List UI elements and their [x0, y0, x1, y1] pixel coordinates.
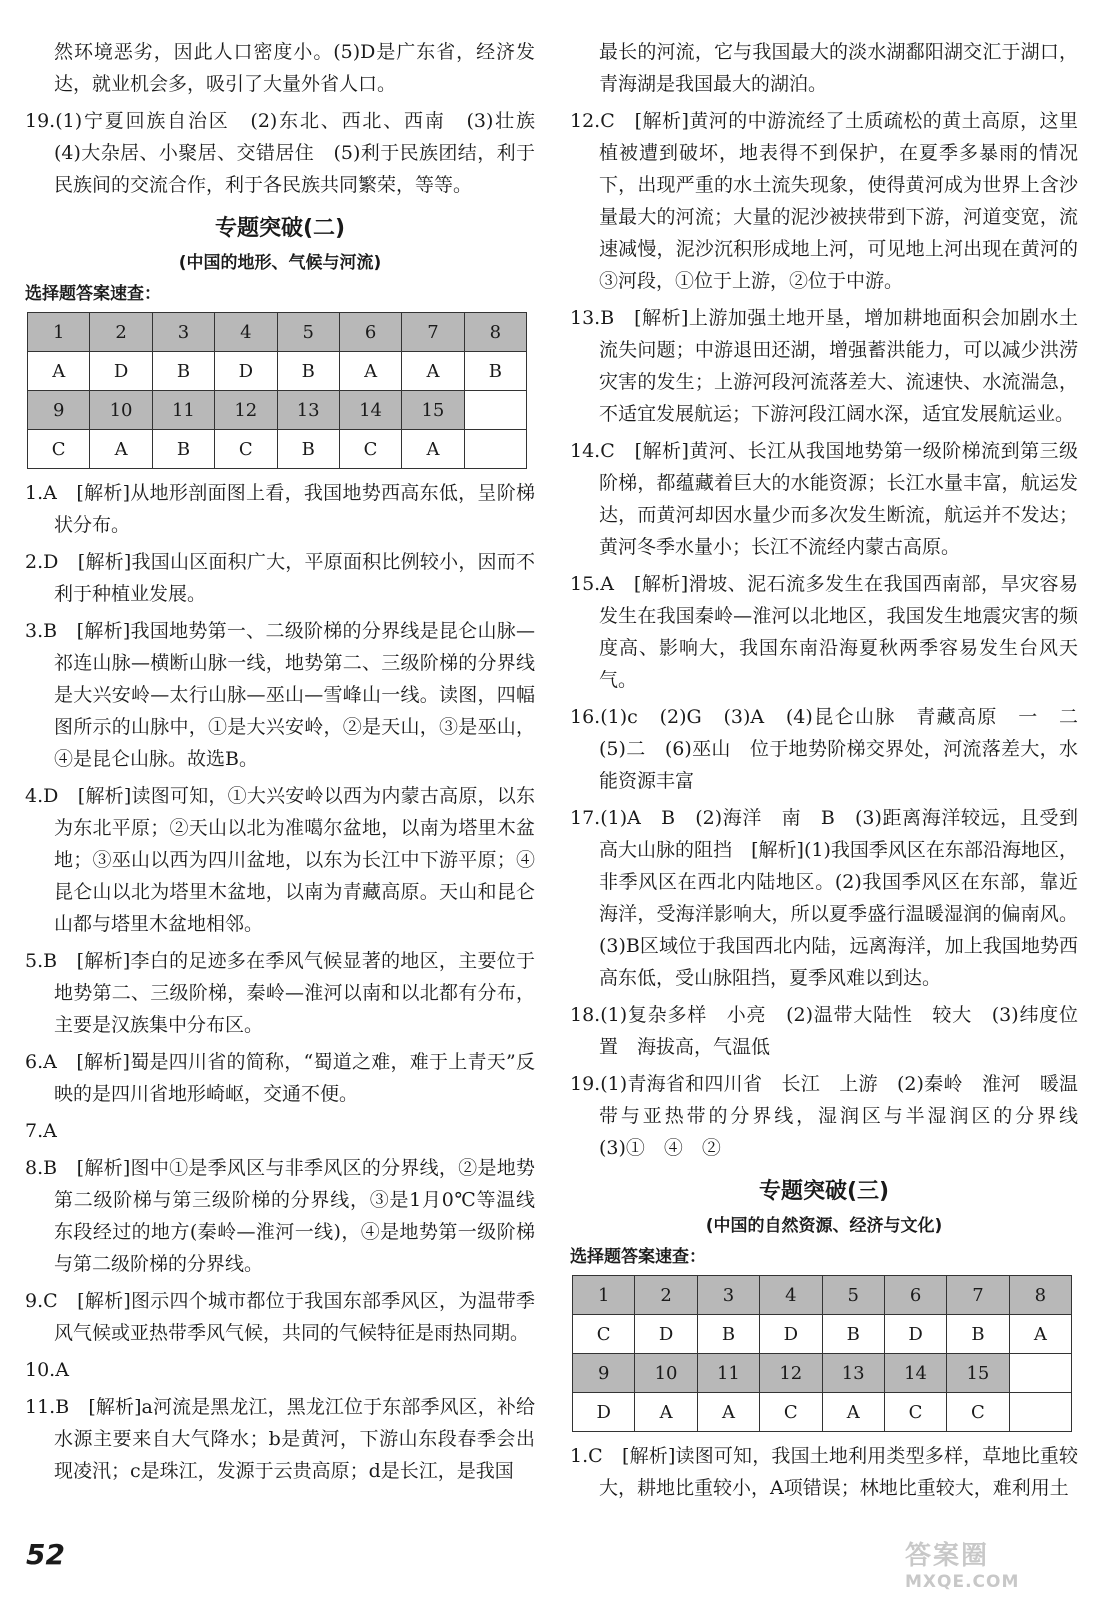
question-number: 1 [573, 1276, 635, 1315]
question-number: 12 [760, 1354, 822, 1393]
answer-item: 6.A [解析]蜀是四川省的简称，“蜀道之难，难于上青天”反映的是四川省地形崎岖，交通不便。 [25, 1051, 535, 1105]
question-number: 3 [697, 1276, 759, 1315]
answer-table [572, 1275, 1072, 1432]
table-row [28, 352, 527, 391]
question-number: 2 [90, 313, 152, 352]
answer-cell: C [28, 430, 90, 469]
question-number: 12 [215, 391, 277, 430]
table-row [28, 430, 527, 469]
answer-table [27, 312, 527, 469]
answer-cell: A [402, 430, 464, 469]
question-number: 13 [277, 391, 339, 430]
section-subtitle: (中国的自然资源、经济与文化) [705, 1216, 943, 1236]
question-number: 8 [1009, 1276, 1071, 1315]
answer-cell: B [464, 352, 526, 391]
answer-cell: C [339, 430, 401, 469]
table-row [573, 1315, 1072, 1354]
question-number: 5 [822, 1276, 884, 1315]
answer-item: 3.B [解析]我国地势第一、二级阶梯的分界线是昆仑山脉—祁连山脉—横断山脉一线，地势第二、三级阶梯的分界线是大兴安岭—太行山脉—巫山—雪峰山一线。读图，四幅图所示的山脉中，①是大兴安岭，②是天山，③是巫山，④是昆仑山脉。故选B。 [25, 620, 535, 770]
question-number: 1 [28, 313, 90, 352]
question-number: 11 [697, 1354, 759, 1393]
table-row [573, 1393, 1072, 1432]
section-title: 专题突破(三) [758, 1179, 890, 1204]
paragraph: 最长的河流，它与我国最大的淡水湖鄱阳湖交汇于湖口，青海湖是我国最大的湖泊。 [599, 41, 1078, 95]
question-number: 15 [402, 391, 464, 430]
table-row [573, 1354, 1072, 1393]
answer-item: 1.A [解析]从地形剖面图上看，我国地势西高东低，呈阶梯状分布。 [25, 482, 535, 536]
answer-cell: B [822, 1315, 884, 1354]
table-row [573, 1276, 1072, 1315]
left-column [25, 36, 555, 1492]
answer-cell: D [884, 1315, 946, 1354]
answer-cell: C [884, 1393, 946, 1432]
question-number: 3 [152, 313, 214, 352]
question-number: 6 [884, 1276, 946, 1315]
answer-cell: B [277, 352, 339, 391]
answer-cell: C [215, 430, 277, 469]
answer-item: 12.C [解析]黄河的中游流经了土质疏松的黄土高原，这里植被遭到破坏，地表得不到保护，在夏季多暴雨的情况下，出现严重的水土流失现象，使得黄河成为世界上含沙量最大的河流；大量的泥沙被挟带到下游，河道变宽，流速减慢，泥沙沉积形成地上河，可见地上河出现在黄河的③河段，①位于上游，②位于中游。 [570, 110, 1078, 292]
question-number: 2 [635, 1276, 697, 1315]
answer-cell: D [760, 1315, 822, 1354]
table-row [28, 313, 527, 352]
empty-cell [1009, 1354, 1071, 1393]
answer-item: 16.(1)c (2)G (3)A (4)昆仑山脉 青藏高原 一 二 (5)二 (6)巫山 位于地势阶梯交界处，河流落差大，水能资源丰富 [570, 706, 1098, 792]
answer-item: 9.C [解析]图示四个城市都位于我国东部季风区，为温带季风气候或亚热带季风气候，共同的气候特征是雨热同期。 [25, 1290, 535, 1344]
section-subtitle: (中国的地形、气候与河流) [178, 253, 382, 273]
question-number: 15 [947, 1354, 1009, 1393]
answer-item: 18.(1)复杂多样 小亮 (2)温带大陆性 较大 (3)纬度位置 海拔高，气温低 [570, 1004, 1078, 1058]
answer-cell: A [635, 1393, 697, 1432]
answer-item: 1.C [解析]读图可知，我国土地利用类型多样，草地比重较大，耕地比重较小，A项错误；林地比重较大，难利用土 [570, 1445, 1078, 1499]
answer-cell: B [277, 430, 339, 469]
answer-cell: D [635, 1315, 697, 1354]
right-column [570, 36, 1098, 1509]
answer-item: 11.B [解析]a河流是黑龙江，黑龙江位于东部季风区，补给水源主要来自大气降水；b是黄河，下游山东段春季会出现凌汛；c是珠江，发源于云贵高原；d是长江，是我国 [25, 1396, 535, 1482]
empty-cell [464, 391, 526, 430]
answer-cell: D [573, 1393, 635, 1432]
site-watermark [905, 1535, 1090, 1593]
answer-item: 19.(1)宁夏回族自治区 (2)东北、西北、西南 (3)壮族 (4)大杂居、小聚居、交错居住 (5)利于民族团结，利于民族间的交流合作，利于各民族共同繁荣，等等。 [25, 110, 555, 196]
answer-item: 19.(1)青海省和四川省 长江 上游 (2)秦岭 淮河 暖温带与亚热带的分界线，湿润区与半湿润区的分界线 (3)① ④ ② [570, 1073, 1098, 1159]
answer-cell: C [760, 1393, 822, 1432]
question-number: 10 [635, 1354, 697, 1393]
answer-item: 13.B [解析]上游加强土地开垦，增加耕地面积会加剧水土流失问题；中游退田还湖，增强蓄洪能力，可以减少洪涝灾害的发生；上游河段河流落差大、流速快、水流湍急，不适宜发展航运；下游河段江阔水深，适宜发展航运业。 [570, 307, 1078, 425]
answer-cell: A [339, 352, 401, 391]
answer-cell: C [573, 1315, 635, 1354]
empty-cell [1009, 1393, 1071, 1432]
question-number: 6 [339, 313, 401, 352]
answer-item: 15.A [解析]滑坡、泥石流多发生在我国西南部，旱灾容易发生在我国秦岭—淮河以北地区，我国发生地震灾害的频度高、影响大，我国东南沿海夏秋两季容易发生台风天气。 [570, 573, 1078, 691]
answer-quick-check-label: 选择题答案速查： [570, 1247, 706, 1267]
watermark-url: MXQE.COM [905, 1572, 1020, 1592]
table-row [28, 391, 527, 430]
question-number: 11 [152, 391, 214, 430]
answer-item: 2.D [解析]我国山区面积广大，平原面积比例较小，因而不利于种植业发展。 [25, 551, 535, 605]
question-number: 5 [277, 313, 339, 352]
answer-cell: B [947, 1315, 1009, 1354]
answer-item: 8.B [解析]图中①是季风区与非季风区的分界线，②是地势第二级阶梯与第三级阶梯的分界线，③是1月0℃等温线东段经过的地方(秦岭—淮河一线)，④是地势第一级阶梯与第二级阶梯的分界线。 [25, 1157, 535, 1275]
question-number: 10 [90, 391, 152, 430]
question-number: 14 [884, 1354, 946, 1393]
question-number: 9 [573, 1354, 635, 1393]
answer-cell: C [947, 1393, 1009, 1432]
question-number: 7 [402, 313, 464, 352]
answer-item: 17.(1)A B (2)海洋 南 B (3)距离海洋较远，且受到高大山脉的阻挡 [解析](1)我国季风区在东部沿海地区，非季风区在西北内陆地区。(2)我国季风区在东部，靠近海洋，受海洋影响大，所以夏季盛行温暖湿润的偏南风。(3)B区域位于我国西北内陆，远离海洋，加上我国地势西高东低，受山脉阻挡，夏季风难以到达。 [570, 807, 1078, 989]
empty-cell [464, 430, 526, 469]
question-number: 7 [947, 1276, 1009, 1315]
page-number: 52 [26, 1538, 65, 1571]
answer-item: 14.C [解析]黄河、长江从我国地势第一级阶梯流到第三级阶梯，都蕴藏着巨大的水能资源；长江水量丰富，航运发达，而黄河却因水量少而多次发生断流，航运并不发达；黄河冬季水量小；长江不流经内蒙古高原。 [570, 440, 1078, 558]
answer-item: 10.A [25, 1359, 69, 1381]
answer-cell: A [402, 352, 464, 391]
answer-cell: D [215, 352, 277, 391]
answer-cell: A [1009, 1315, 1071, 1354]
section-title: 专题突破(二) [214, 216, 346, 241]
answer-cell: A [28, 352, 90, 391]
answer-cell: A [90, 430, 152, 469]
question-number: 4 [215, 313, 277, 352]
question-number: 13 [822, 1354, 884, 1393]
question-number: 9 [28, 391, 90, 430]
answer-quick-check-label: 选择题答案速查： [25, 284, 161, 304]
answer-cell: D [90, 352, 152, 391]
paragraph: 然环境恶劣，因此人口密度小。(5)D是广东省，经济发达，就业机会多，吸引了大量外省人口。 [54, 41, 535, 95]
answer-cell: A [822, 1393, 884, 1432]
answer-item: 7.A [25, 1120, 57, 1142]
answer-cell: B [152, 352, 214, 391]
question-number: 8 [464, 313, 526, 352]
question-number: 14 [339, 391, 401, 430]
answer-cell: B [697, 1315, 759, 1354]
question-number: 4 [760, 1276, 822, 1315]
answer-item: 5.B [解析]李白的足迹多在季风气候显著的地区，主要位于地势第二、三级阶梯，秦岭—淮河以南和以北都有分布，主要是汉族集中分布区。 [25, 950, 535, 1036]
answer-cell: B [152, 430, 214, 469]
answer-cell: A [697, 1393, 759, 1432]
answer-item: 4.D [解析]读图可知，①大兴安岭以西为内蒙古高原，以东为东北平原；②天山以北为准噶尔盆地，以南为塔里木盆地；③巫山以西为四川盆地，以东为长江中下游平原；④昆仑山以北为塔里木盆地，以南为青藏高原。天山和昆仑山都与塔里木盆地相邻。 [25, 785, 535, 935]
watermark-logo-text: 答案圈 [905, 1541, 990, 1571]
